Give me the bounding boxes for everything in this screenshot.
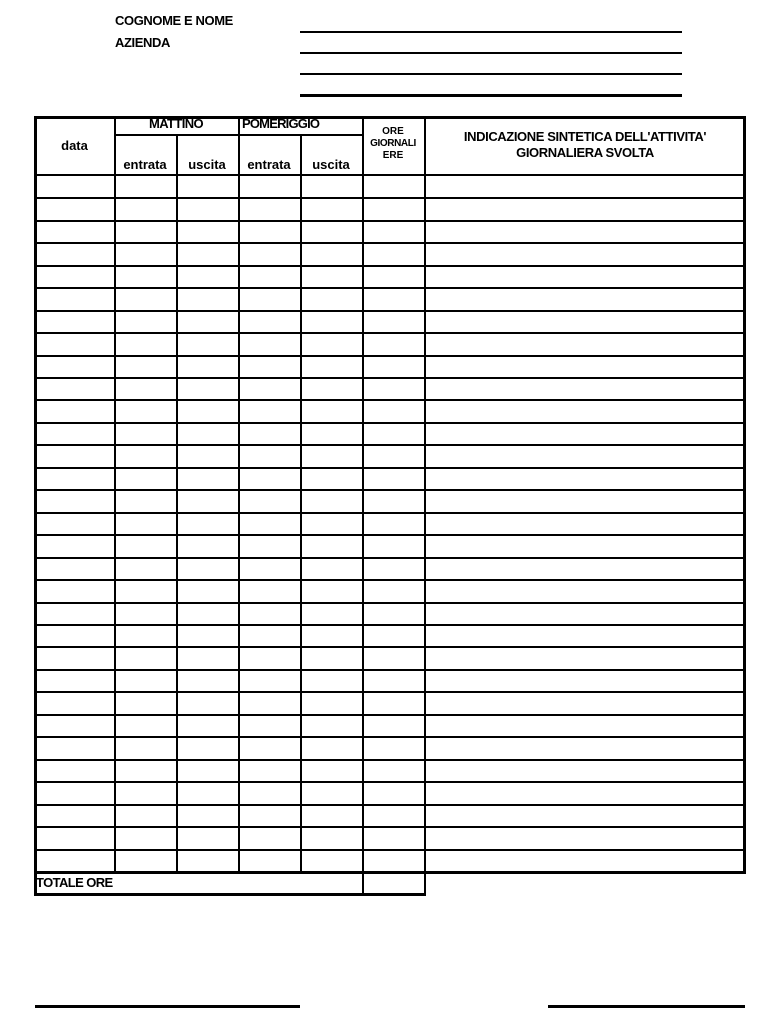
company-line[interactable] <box>300 52 682 54</box>
table-cell[interactable] <box>426 559 745 579</box>
table-cell[interactable] <box>36 851 113 871</box>
table-cell[interactable] <box>178 244 237 264</box>
table-cell[interactable] <box>178 851 237 871</box>
table-cell[interactable] <box>36 469 113 489</box>
table-cell[interactable] <box>240 491 299 511</box>
table-cell[interactable] <box>240 828 299 848</box>
table-cell[interactable] <box>426 446 745 466</box>
col-header-afternoon-out: uscita <box>312 157 350 172</box>
table-cell[interactable] <box>240 379 299 399</box>
table-cell[interactable] <box>36 334 113 354</box>
table-cell[interactable] <box>426 828 745 848</box>
table-cell[interactable] <box>116 671 175 691</box>
name-label: COGNOME E NOME <box>115 13 233 28</box>
table-cell[interactable] <box>364 671 423 691</box>
table-cell[interactable] <box>302 626 361 646</box>
table-cell[interactable] <box>240 559 299 579</box>
table-cell[interactable] <box>36 289 113 309</box>
table-cell[interactable] <box>240 514 299 534</box>
table-cell[interactable] <box>240 761 299 781</box>
table-cell[interactable] <box>116 806 175 826</box>
table-cell[interactable] <box>36 693 113 713</box>
table-cell[interactable] <box>426 536 745 556</box>
total-hours-cell[interactable] <box>364 874 424 892</box>
table-cell[interactable] <box>426 806 745 826</box>
table-cell[interactable] <box>364 783 423 803</box>
table-cell[interactable] <box>116 851 175 871</box>
table-cell[interactable] <box>364 738 423 758</box>
table-cell[interactable] <box>116 402 175 422</box>
table-cell[interactable] <box>116 222 175 242</box>
table-cell[interactable] <box>36 177 113 197</box>
table-cell[interactable] <box>36 514 113 534</box>
table-cell[interactable] <box>36 402 113 422</box>
table-cell[interactable] <box>302 514 361 534</box>
table-cell[interactable] <box>240 536 299 556</box>
table-cell[interactable] <box>240 222 299 242</box>
table-cell[interactable] <box>178 716 237 736</box>
col-header-hours-3: ERE <box>382 150 404 161</box>
table-cell[interactable] <box>178 671 237 691</box>
table-cell[interactable] <box>364 604 423 624</box>
table-cell[interactable] <box>364 514 423 534</box>
table-cell[interactable] <box>302 828 361 848</box>
table-cell[interactable] <box>178 379 237 399</box>
table-cell[interactable] <box>116 828 175 848</box>
table-cell[interactable] <box>240 312 299 332</box>
table-cell[interactable] <box>364 357 423 377</box>
table-cell[interactable] <box>364 469 423 489</box>
table-cell[interactable] <box>426 222 745 242</box>
table-cell[interactable] <box>116 491 175 511</box>
table-cell[interactable] <box>178 581 237 601</box>
table-cell[interactable] <box>240 626 299 646</box>
table-cell[interactable] <box>116 357 175 377</box>
table-cell[interactable] <box>426 177 745 197</box>
table-cell[interactable] <box>36 536 113 556</box>
table-cell[interactable] <box>364 312 423 332</box>
table-cell[interactable] <box>426 604 745 624</box>
table-cell[interactable] <box>178 199 237 219</box>
table-cell[interactable] <box>426 289 745 309</box>
table-cell[interactable] <box>302 559 361 579</box>
table-cell[interactable] <box>116 379 175 399</box>
table-cell[interactable] <box>116 424 175 444</box>
table-cell[interactable] <box>302 424 361 444</box>
table-cell[interactable] <box>364 648 423 668</box>
table-cell[interactable] <box>178 806 237 826</box>
totals-bottom <box>34 893 426 896</box>
table-cell[interactable] <box>178 648 237 668</box>
table-cell[interactable] <box>426 312 745 332</box>
table-cell[interactable] <box>364 177 423 197</box>
table-cell[interactable] <box>116 312 175 332</box>
table-cell[interactable] <box>178 222 237 242</box>
table-cell[interactable] <box>302 648 361 668</box>
table-cell[interactable] <box>36 604 113 624</box>
table-cell[interactable] <box>364 244 423 264</box>
table-cell[interactable] <box>240 671 299 691</box>
table-cell[interactable] <box>36 559 113 579</box>
table-cell[interactable] <box>240 446 299 466</box>
table-cell[interactable] <box>240 604 299 624</box>
table-cell[interactable] <box>178 693 237 713</box>
table-cell[interactable] <box>302 267 361 287</box>
table-cell[interactable] <box>426 491 745 511</box>
table-cell[interactable] <box>302 199 361 219</box>
table-cell[interactable] <box>302 446 361 466</box>
table-cell[interactable] <box>36 379 113 399</box>
table-cell[interactable] <box>116 559 175 579</box>
table-cell[interactable] <box>116 469 175 489</box>
table-cell[interactable] <box>302 716 361 736</box>
table-cell[interactable] <box>302 783 361 803</box>
table-cell[interactable] <box>426 402 745 422</box>
table-cell[interactable] <box>116 177 175 197</box>
extra-line-2[interactable] <box>300 94 682 97</box>
table-cell[interactable] <box>302 357 361 377</box>
table-cell[interactable] <box>178 626 237 646</box>
company-label: AZIENDA <box>115 35 170 50</box>
name-line[interactable] <box>300 31 682 33</box>
table-cell[interactable] <box>302 536 361 556</box>
table-cell[interactable] <box>426 693 745 713</box>
table-cell[interactable] <box>240 177 299 197</box>
table-cell[interactable] <box>302 289 361 309</box>
table-cell[interactable] <box>178 761 237 781</box>
table-cell[interactable] <box>302 469 361 489</box>
table-cell[interactable] <box>240 806 299 826</box>
table-cell[interactable] <box>116 783 175 803</box>
extra-line-1[interactable] <box>300 73 682 75</box>
table-cell[interactable] <box>116 626 175 646</box>
signature-line-right[interactable] <box>548 1005 745 1008</box>
table-cell[interactable] <box>36 357 113 377</box>
table-cell[interactable] <box>302 671 361 691</box>
table-cell[interactable] <box>426 851 745 871</box>
table-cell[interactable] <box>178 357 237 377</box>
row-line <box>34 399 746 401</box>
table-cell[interactable] <box>302 806 361 826</box>
table-cell[interactable] <box>240 267 299 287</box>
table-cell[interactable] <box>178 402 237 422</box>
table-cell[interactable] <box>302 761 361 781</box>
table-cell[interactable] <box>36 828 113 848</box>
table-cell[interactable] <box>302 604 361 624</box>
table-cell[interactable] <box>178 828 237 848</box>
table-cell[interactable] <box>364 446 423 466</box>
table-cell[interactable] <box>36 806 113 826</box>
table-cell[interactable] <box>364 559 423 579</box>
table-cell[interactable] <box>302 379 361 399</box>
table-cell[interactable] <box>240 716 299 736</box>
table-cell[interactable] <box>116 738 175 758</box>
table-cell[interactable] <box>178 446 237 466</box>
table-cell[interactable] <box>36 491 113 511</box>
table-cell[interactable] <box>364 334 423 354</box>
col-header-activity-2: GIORNALIERA SVOLTA <box>516 145 654 160</box>
table-cell[interactable] <box>240 402 299 422</box>
table-cell[interactable] <box>240 469 299 489</box>
table-cell[interactable] <box>426 783 745 803</box>
table-cell[interactable] <box>426 199 745 219</box>
table-cell[interactable] <box>36 222 113 242</box>
table-cell[interactable] <box>178 559 237 579</box>
table-cell[interactable] <box>116 244 175 264</box>
table-cell[interactable] <box>116 716 175 736</box>
table-cell[interactable] <box>302 334 361 354</box>
table-cell[interactable] <box>364 536 423 556</box>
table-cell[interactable] <box>364 581 423 601</box>
table-cell[interactable] <box>364 222 423 242</box>
table-cell[interactable] <box>426 716 745 736</box>
col-header-activity-1: INDICAZIONE SINTETICA DELL'ATTIVITA' <box>463 129 707 144</box>
table-cell[interactable] <box>302 851 361 871</box>
header-bottom <box>34 174 746 176</box>
col-header-hours-1: ORE <box>382 126 404 137</box>
table-cell[interactable] <box>364 379 423 399</box>
table-cell[interactable] <box>178 536 237 556</box>
table-cell[interactable] <box>302 738 361 758</box>
table-cell[interactable] <box>178 738 237 758</box>
table-cell[interactable] <box>426 761 745 781</box>
group-header-morning: MATTINO <box>148 116 204 131</box>
table-cell[interactable] <box>426 244 745 264</box>
table-cell[interactable] <box>178 514 237 534</box>
table-cell[interactable] <box>364 828 423 848</box>
table-cell[interactable] <box>240 334 299 354</box>
table-cell[interactable] <box>116 536 175 556</box>
table-cell[interactable] <box>426 581 745 601</box>
table-cell[interactable] <box>364 491 423 511</box>
table-cell[interactable] <box>302 581 361 601</box>
table-cell[interactable] <box>302 222 361 242</box>
table-cell[interactable] <box>178 267 237 287</box>
table-cell[interactable] <box>426 626 745 646</box>
table-cell[interactable] <box>302 491 361 511</box>
table-cell[interactable] <box>178 491 237 511</box>
table-cell[interactable] <box>240 783 299 803</box>
table-cell[interactable] <box>36 671 113 691</box>
table-cell[interactable] <box>240 738 299 758</box>
table-cell[interactable] <box>426 267 745 287</box>
total-label: TOTALE ORE <box>36 875 113 890</box>
table-cell[interactable] <box>36 446 113 466</box>
table-cell[interactable] <box>240 289 299 309</box>
signature-line-left[interactable] <box>35 1005 300 1008</box>
table-cell[interactable] <box>426 469 745 489</box>
table-cell[interactable] <box>364 424 423 444</box>
group-header-afternoon: POMERIGGIO <box>242 116 320 131</box>
table-cell[interactable] <box>36 761 113 781</box>
col-header-morning-in: entrata <box>123 157 167 172</box>
table-cell[interactable] <box>240 357 299 377</box>
table-cell[interactable] <box>364 267 423 287</box>
table-cell[interactable] <box>240 851 299 871</box>
table-cell[interactable] <box>36 199 113 219</box>
table-cell[interactable] <box>178 424 237 444</box>
table-cell[interactable] <box>116 267 175 287</box>
table-cell[interactable] <box>302 402 361 422</box>
table-cell[interactable] <box>36 424 113 444</box>
table-cell[interactable] <box>426 514 745 534</box>
table-cell[interactable] <box>178 312 237 332</box>
table-cell[interactable] <box>426 334 745 354</box>
table-cell[interactable] <box>240 199 299 219</box>
table-cell[interactable] <box>240 244 299 264</box>
table-cell[interactable] <box>364 289 423 309</box>
table-cell[interactable] <box>426 671 745 691</box>
table-cell[interactable] <box>240 648 299 668</box>
table-cell[interactable] <box>364 402 423 422</box>
table-cell[interactable] <box>426 357 745 377</box>
table-cell[interactable] <box>116 514 175 534</box>
col-header-morning-out: uscita <box>188 157 226 172</box>
col-header-afternoon-in: entrata <box>247 157 291 172</box>
table-cell[interactable] <box>302 177 361 197</box>
table-cell[interactable] <box>116 581 175 601</box>
table-cell[interactable] <box>36 581 113 601</box>
col-header-data: data <box>61 138 88 153</box>
table-cell[interactable] <box>302 693 361 713</box>
table-cell[interactable] <box>178 469 237 489</box>
table-cell[interactable] <box>178 783 237 803</box>
table-cell[interactable] <box>178 604 237 624</box>
table-cell[interactable] <box>364 761 423 781</box>
col-header-hours-2: GIORNALI <box>370 138 416 149</box>
table-cell[interactable] <box>116 446 175 466</box>
table-cell[interactable] <box>364 851 423 871</box>
table-cell[interactable] <box>116 604 175 624</box>
table-cell[interactable] <box>36 716 113 736</box>
table-cell[interactable] <box>116 693 175 713</box>
table-cell[interactable] <box>36 738 113 758</box>
table-cell[interactable] <box>116 761 175 781</box>
table-cell[interactable] <box>116 334 175 354</box>
table-cell[interactable] <box>426 648 745 668</box>
table-cell[interactable] <box>426 424 745 444</box>
table-cell[interactable] <box>240 424 299 444</box>
table-cell[interactable] <box>426 379 745 399</box>
table-cell[interactable] <box>178 334 237 354</box>
table-cell[interactable] <box>36 626 113 646</box>
table-cell[interactable] <box>240 581 299 601</box>
totals-right <box>424 872 426 893</box>
table-cell[interactable] <box>36 267 113 287</box>
table-cell[interactable] <box>36 244 113 264</box>
table-cell[interactable] <box>116 289 175 309</box>
table-cell[interactable] <box>36 648 113 668</box>
table-cell[interactable] <box>302 312 361 332</box>
table-cell[interactable] <box>364 716 423 736</box>
table-cell[interactable] <box>36 783 113 803</box>
table-cell[interactable] <box>426 738 745 758</box>
table-cell[interactable] <box>36 312 113 332</box>
table-cell[interactable] <box>302 244 361 264</box>
table-cell[interactable] <box>178 177 237 197</box>
table-cell[interactable] <box>364 626 423 646</box>
table-cell[interactable] <box>364 693 423 713</box>
table-cell[interactable] <box>116 648 175 668</box>
table-cell[interactable] <box>364 806 423 826</box>
table-cell[interactable] <box>178 289 237 309</box>
table-cell[interactable] <box>116 199 175 219</box>
table-cell[interactable] <box>364 199 423 219</box>
table-cell[interactable] <box>240 693 299 713</box>
